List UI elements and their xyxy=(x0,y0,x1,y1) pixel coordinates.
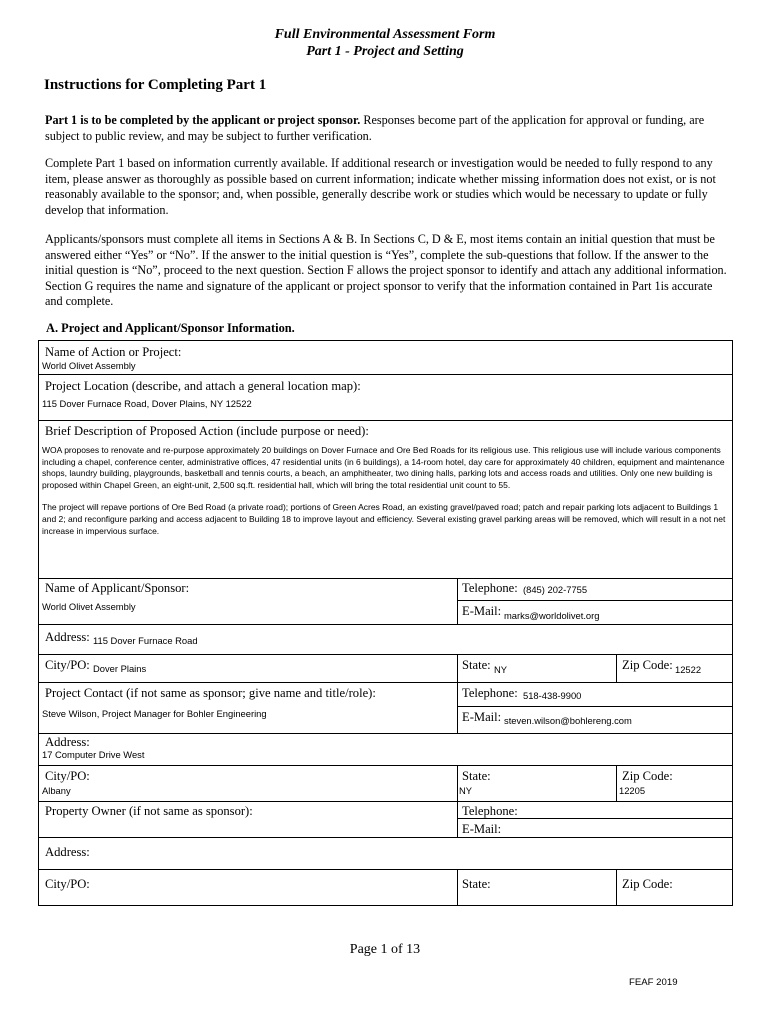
divider xyxy=(457,869,458,905)
instructions-paragraph-1-rest: Responses become part of the application for approval or funding, are subject to public review, and may be subject to further verification. xyxy=(45,113,705,143)
divider xyxy=(39,837,732,838)
applicant-zip-label: Zip Code: xyxy=(622,658,673,672)
applicant-name-label: Name of Applicant/Sponsor: xyxy=(45,581,190,595)
form-title: Full Environmental Assessment Form xyxy=(274,27,496,42)
action-name-field[interactable]: World Olivet Assembly xyxy=(42,360,136,371)
owner-telephone-label: Telephone: xyxy=(462,804,518,818)
page-number: Page 1 of 13 xyxy=(349,942,421,957)
contact-zip-field[interactable]: 12205 xyxy=(619,785,646,796)
applicant-email-field[interactable]: marks@worldolivet.org xyxy=(504,610,600,621)
description-field[interactable] xyxy=(42,445,732,537)
owner-email-label: E-Mail: xyxy=(462,822,502,836)
divider xyxy=(39,765,732,766)
instructions-paragraph-1-lead: Part 1 is to be completed by the applicant or project sponsor. xyxy=(45,113,361,127)
contact-field[interactable]: Steve Wilson, Project Manager for Bohler Engineering xyxy=(42,708,267,719)
description-paragraph-2: The project will repave portions of Ore Bed Road (a private road); portions of Green Acres Road, an existing gravel/paved road; patch and repair parking lots adjacent to Buildings 1 and 2; and reconfigure parking and access adjacent to Building 18 to improve layout and efficiency. Several existing gravel parking areas will be removed, which will result in a not net increase in impervious surface. xyxy=(42,502,726,536)
project-location-label: Project Location (describe, and attach a general location map): xyxy=(45,379,361,393)
divider xyxy=(39,682,732,683)
contact-email-label: E-Mail: xyxy=(462,710,502,724)
applicant-telephone-field[interactable]: (845) 202-7755 xyxy=(523,584,588,595)
project-location-field[interactable]: 115 Dover Furnace Road, Dover Plains, NY 12522 xyxy=(42,398,252,409)
applicant-email-label: E-Mail: xyxy=(462,604,502,618)
applicant-address-label: Address: xyxy=(45,630,90,644)
divider xyxy=(39,374,732,375)
description-paragraph-1: WOA proposes to renovate and re-purpose approximately 20 buildings on Dover Furnace and Ore Bed Roads for its religious use. This religious use will include various components including a chapel, conference center, administrative offices, 47 residential units (in 6 buildings), a 14-room hotel, day care for approximately 40 children, equipment and maintenance shops, laundry building, playgrounds, basketball and tennis courts, a beach, an amphitheater, two dining halls, parking lots and access roads and utilities. Only one new building is proposed within Chapel Green, an eight-unit, 2,500 sq.ft. residential hall, which will bring the total residential unit count to 55. xyxy=(42,445,725,490)
form-subtitle: Part 1 - Project and Setting xyxy=(306,44,464,59)
applicant-telephone-label: Telephone: xyxy=(462,581,518,595)
divider xyxy=(616,765,617,801)
divider xyxy=(39,578,732,579)
divider xyxy=(457,654,458,733)
divider xyxy=(457,600,732,601)
project-info-form xyxy=(38,340,733,906)
divider xyxy=(39,420,732,421)
owner-address-label: Address: xyxy=(45,845,90,859)
applicant-state-label: State: xyxy=(462,658,491,672)
contact-city-field[interactable]: Albany xyxy=(42,785,71,796)
divider xyxy=(457,765,458,837)
form-identifier: FEAF 2019 xyxy=(629,977,678,988)
divider xyxy=(457,706,732,707)
instructions-paragraph-3: Applicants/sponsors must complete all items in Sections A & B. In Sections C, D & E, most items contain an initial question that must be answered either “Yes” or “No”. If the answer to the initial question is “Yes”, complete the sub-questions that follow. If the answer to the initial question is “No”, proceed to the next question. Section F allows the project sponsor to identify and attach any additional information. Section G requires the name and signature of the applicant or project sponsor to verify that the information contained in Part 1is accurate and complete. xyxy=(45,232,727,309)
contact-label: Project Contact (if not same as sponsor; give name and title/role): xyxy=(45,686,376,700)
applicant-zip-field[interactable]: 12522 xyxy=(675,664,702,675)
applicant-address-field[interactable]: 115 Dover Furnace Road xyxy=(93,635,198,646)
applicant-state-field[interactable]: NY xyxy=(494,664,508,675)
owner-city-label: City/PO: xyxy=(45,877,90,891)
action-name-label: Name of Action or Project: xyxy=(45,345,182,359)
contact-state-label: State: xyxy=(462,769,491,783)
instructions-paragraph-2: Complete Part 1 based on information currently available. If additional research or investigation would be needed to fully respond to any item, please answer as thoroughly as possible based on current information; indicate whether missing information does not exist, or is not reasonably available to the sponsor; and, when possible, generally describe work or studies which would be necessary to update or fully develop that information. xyxy=(45,156,716,217)
applicant-city-label: City/PO: xyxy=(45,658,90,672)
contact-zip-label: Zip Code: xyxy=(622,769,673,783)
divider xyxy=(39,869,732,870)
divider xyxy=(616,869,617,905)
divider xyxy=(457,578,458,624)
applicant-city-field[interactable]: Dover Plains xyxy=(93,663,147,674)
contact-telephone-field[interactable]: 518-438-9900 xyxy=(523,690,582,701)
contact-state-field[interactable]: NY xyxy=(459,785,473,796)
contact-address-label: Address: xyxy=(45,735,90,749)
owner-label: Property Owner (if not same as sponsor): xyxy=(45,804,253,818)
description-label: Brief Description of Proposed Action (include purpose or need): xyxy=(45,424,369,438)
owner-state-label: State: xyxy=(462,877,491,891)
divider xyxy=(39,733,732,734)
contact-telephone-label: Telephone: xyxy=(462,686,518,700)
contact-address-field[interactable]: 17 Computer Drive West xyxy=(42,749,145,760)
instructions-paragraph-1 xyxy=(45,113,727,144)
contact-city-label: City/PO: xyxy=(45,769,90,783)
divider xyxy=(39,654,732,655)
divider xyxy=(39,624,732,625)
section-a-heading: A. Project and Applicant/Sponsor Information. xyxy=(46,321,295,335)
divider xyxy=(616,654,617,682)
divider xyxy=(457,818,732,819)
contact-email-field[interactable]: steven.wilson@bohlereng.com xyxy=(504,715,632,726)
divider xyxy=(39,801,732,802)
owner-zip-label: Zip Code: xyxy=(622,877,673,891)
applicant-name-field[interactable]: World Olivet Assembly xyxy=(42,601,136,612)
instructions-heading: Instructions for Completing Part 1 xyxy=(44,77,267,93)
